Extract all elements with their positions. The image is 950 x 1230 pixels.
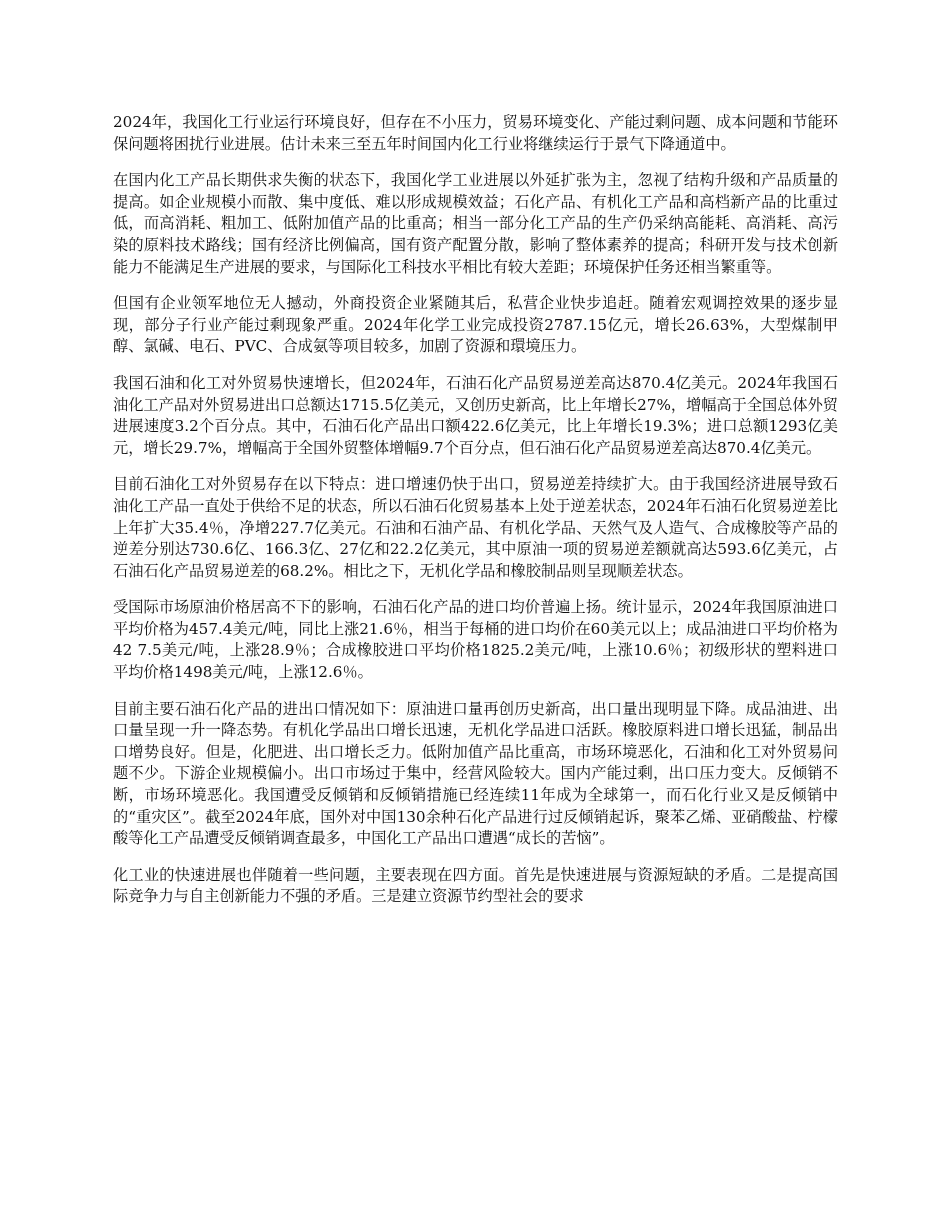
paragraph-development-problems: 化工业的快速进展也伴随着一些问题，主要表现在四方面。首先是快速进展与资源短缺的矛盾。二是提高国际竞争力与自主创新能力不强的矛盾。三是建立资源节约型社会的要求 (113, 865, 838, 906)
paragraph-import-export-status: 目前主要石油石化产品的进出口情况如下：原油进口量再创历史新高，出口量出现明显下降。成品油进、出口量呈现一升一降态势。有机化学品出口增长迅速，无机化学品进口活跃。橡胶原料进口增长迅猛，制品出口增势良好。但是，化肥进、出口增长乏力。低附加值产品比重高，市场环境恶化，石油和化工对外贸易问题不少。下游企业规模偏小。出口市场过于集中，经营风险较大。国内产能过剩，出口压力变大。反倾销不断，市场环境恶化。我国遭受反倾销和反倾销措施已经连续11年成为全球第一，而石化行业又是反倾销中的“重灾区”。截至2024年底，国外对中国130余种石化产品进行过反倾销起诉，聚苯乙烯、亚硝酸盐、柠檬酸等化工产品遭受反倾销调查最多，中国化工产品出口遭遇“成长的苦恼”。 (113, 699, 838, 848)
paragraph-foreign-trade: 我国石油和化工对外贸易快速增长，但2024年，石油石化产品贸易逆差高达870.4亿美元。2024年我国石油化工产品对外贸易进出口总额达1715.5亿美元，又创历史新高，比上年增长27%，增幅高于全国总体外贸进展速度3.2个百分点。其中，石油石化产品出口额422.6亿美元，比上年增长19.3%；进口总额1293亿美元，增长29.7%，增幅高于全国外贸整体增幅9.7个百分点，但石油石化产品贸易逆差高达870.4亿美元。 (113, 373, 838, 457)
paragraph-investment: 但国有企业领军地位无人撼动，外商投资企业紧随其后，私营企业快步追赶。随着宏观调控效果的逐步显现，部分子行业产能过剩现象严重。2024年化学工业完成投资2787.15亿元，增长26.63%，大型煤制甲醇、氯碱、电石、PVC、合成氨等项目较多，加剧了资源和環境压力。 (113, 294, 838, 356)
paragraph-structural-problems: 在国内化工产品长期供求失衡的状态下，我国化学工业进展以外延扩张为主，忽视了结构升级和产品质量的提高。如企业规模小而散、集中度低、难以形成规模效益；石化产品、有机化工产品和高档新产品的比重过低，而高消耗、粗加工、低附加值产品的比重高；相当一部分化工产品的生产仍采纳高能耗、高消耗、高污染的原料技术路线；国有经济比例偏高，国有资产配置分散，影响了整体素养的提高；科研开发与技术创新能力不能满足生产进展的要求，与国际化工科技水平相比有较大差距；环境保护任务还相当繁重等。 (113, 171, 838, 276)
paragraph-trade-characteristics: 目前石油化工对外贸易存在以下特点：进口增速仍快于出口，贸易逆差持续扩大。由于我国经济进展导致石油化工产品一直处于供给不足的状态，所以石油石化贸易基本上处于逆差状态，2024年石油石化贸易逆差比上年扩大35.4％，净增227.7亿美元。石油和石油产品、有机化学品、天然气及人造气、合成橡胶等产品的逆差分别达730.6亿、166.3亿、27亿和22.2亿美元，其中原油一项的贸易逆差额就高达593.6亿美元，占石油石化产品贸易逆差的68.2%。相比之下，无机化学品和橡胶制品则呈现顺差状态。 (113, 475, 838, 580)
document-body (113, 112, 838, 923)
paragraph-import-prices: 受国际市场原油价格居高不下的影响，石油石化产品的进口均价普遍上扬。统计显示，2024年我国原油进口平均价格为457.4美元/吨，同比上涨21.6％，相当于每桶的进口均价在60美元以上；成品油进口平均价格为42 7.5美元/吨，上涨28.9％；合成橡胶进口平均价格1825.2美元/吨，上涨10.6％；初级形状的塑料进口平均价格1498美元/吨，上涨12.6％。 (113, 598, 838, 682)
paragraph-industry-outlook: 2024年，我国化工行业运行环境良好，但存在不小压力，贸易环境变化、产能过剩问题、成本问题和节能环保问题将困扰行业进展。估计未来三至五年时间国内化工行业将继续运行于景气下降通道中。 (113, 113, 838, 153)
